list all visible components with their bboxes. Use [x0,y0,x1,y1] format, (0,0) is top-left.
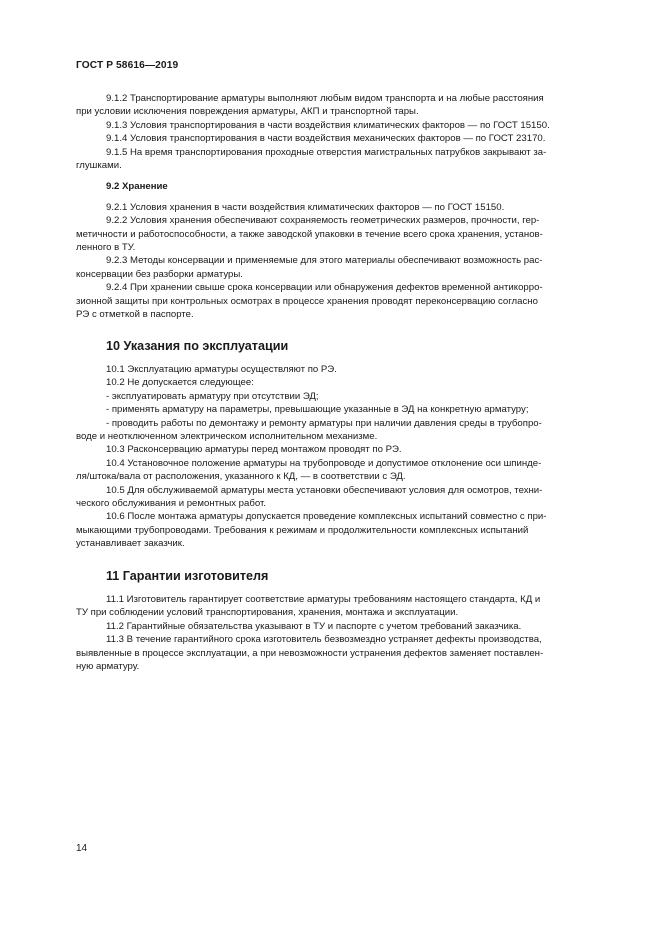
subsection-heading-9-2: 9.2 Хранение [106,181,168,193]
section-9-2 [76,201,616,322]
paragraph-9-2-4: 9.2.4 При хранении свыше срока консервации или обнаружения дефектов временной антикорро- зионной защиты при контрольных осмотрах в процессе хранения проводят переконсервацию согласно РЭ с отметкой в паспорте. [76,282,543,321]
paragraph-9-2-3: 9.2.3 Методы консервации и применяемые для этого материалы обеспечивают возможность рас- консервации без разборки арматуры. [76,255,543,280]
list-item-10-2-a: - эксплуатировать арматуру при отсутствии ЭД; [106,390,319,402]
paragraph-9-2-1: 9.2.1 Условия хранения в части воздействия климатических факторов — по ГОСТ 15150. [106,201,505,213]
paragraph-10-2: 10.2 Не допускается следующее: [106,377,254,389]
paragraph-11-1: 11.1 Изготовитель гарантирует соответствие арматуры требованиям настоящего стандарта, КД и ТУ при соблюдении условий транспортирования, хранения, монтажа и эксплуатации. [76,594,541,619]
paragraph-9-1-3: 9.1.3 Условия транспортирования в части воздействия климатических факторов — по ГОСТ 15150. [106,119,550,131]
paragraph-10-5: 10.5 Для обслуживаемой арматуры места установки обеспечивают условия для осмотров, техни- ческого обслуживания и ремонтных работ. [76,484,543,509]
list-item-10-2-c: - проводить работы по демонтажу и ремонту арматуры при наличии давления среды в трубопро- воде и неотключенном электрическом исполнительном механизме. [76,417,542,442]
paragraph-10-6: 10.6 После монтажа арматуры допускается проведение комплексных испытаний совместно с при- мыкающими трубопроводами. Требования к режимам и продолжительности комплексных испытаний устанавливает заказчик. [76,511,547,550]
paragraph-9-1-2: 9.1.2 Транспортирование арматуры выполняют любым видом транспорта и на любые расстояния при условии исключения повреждения арматуры, АКП и транспортной тары. [76,93,544,118]
paragraph-11-3: 11.3 В течение гарантийного срока изготовитель безвозмездно устраняет дефекты производства, выявленные в процессе эксплуатации, а при невозможности устранения дефектов заменяет поставлен- ную арматуру. [76,634,544,673]
section-heading-11: 11 Гарантии изготовителя [106,568,269,583]
paragraph-10-4: 10.4 Установочное положение арматуры на трубопроводе и допустимое отклонение оси шпинде- ля/штока/вала от расположения, указанного к КД, — в соответствии с ЭД. [76,457,542,483]
document-header: ГОСТ Р 58616—2019 [76,60,179,71]
paragraph-10-1: 10.1 Эксплуатацию арматуры осуществляют по РЭ. [106,363,337,375]
paragraph-9-1-5: 9.1.5 На время транспортирования проходные отверстия магистральных патрубков закрывают за- глушками. [76,146,547,172]
paragraph-9-1-4: 9.1.4 Условия транспортирования в части воздействия механических факторов — по ГОСТ 23170. [106,133,546,145]
list-item-10-2-b: - применять арматуру на параметры, превышающие указанные в ЭД на конкретную арматуру; [106,404,529,416]
section-11 [76,593,616,673]
section-9-1 [76,92,616,172]
paragraph-10-3: 10.3 Расконсервацию арматуры перед монтажом проводят по РЭ. [106,444,402,456]
section-heading-10: 10 Указания по эксплуатации [106,338,289,353]
section-10 [76,363,616,551]
document-body [76,92,616,673]
paragraph-9-2-2: 9.2.2 Условия хранения обеспечивают сохраняемость геометрических размеров, прочности, гер- метичности и работоспособности, а также заводской упаковки в течение всего срока хранения, установ- ленного в ТУ. [76,215,543,254]
paragraph-11-2: 11.2 Гарантийные обязательства указывают в ТУ и паспорте с учетом требований заказчика. [106,620,522,632]
page-number: 14 [76,843,88,854]
